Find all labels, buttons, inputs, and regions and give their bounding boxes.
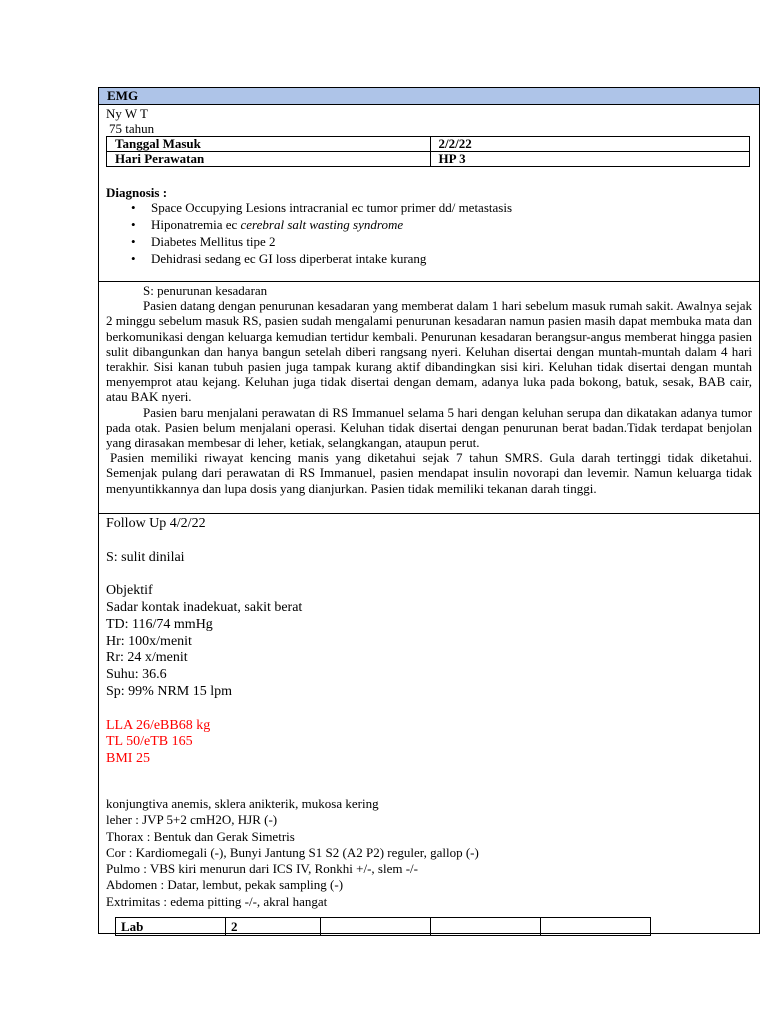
- admission-date-label: Tanggal Masuk: [107, 137, 431, 152]
- patient-age: 75 tahun: [109, 121, 155, 136]
- patient-name: Ny W T: [106, 106, 148, 121]
- care-day-value: HP 3: [430, 152, 749, 167]
- vital-line: Hr: 100x/menit: [106, 633, 192, 649]
- anamnesis-section: [106, 283, 752, 496]
- medical-record-sheet: [98, 87, 760, 934]
- admission-date-value: 2/2/22: [430, 137, 749, 152]
- diagnosis-text: Dehidrasi sedang ec GI loss diperberat intake kurang: [151, 251, 427, 266]
- vital-line: Sp: 99% NRM 15 lpm: [106, 683, 233, 699]
- diagnosis-text: Diabetes Mellitus tipe 2: [151, 234, 276, 249]
- subjective-title: S: penurunan kesadaran: [143, 283, 268, 298]
- care-day-label: Hari Perawatan: [107, 152, 431, 167]
- lab-cell: 2: [226, 918, 321, 936]
- lab-cell: [431, 918, 541, 936]
- follow-up-title: Follow Up 4/2/22: [106, 516, 206, 531]
- table-row: [107, 137, 750, 152]
- lab-cell: [541, 918, 651, 936]
- exam-line: Extrimitas : edema pitting -/-, akral hangat: [106, 893, 328, 909]
- diagnosis-text: Space Occupying Lesions intracranial ec tumor primer dd/ metastasis: [151, 200, 512, 215]
- exam-line: Thorax : Bentuk dan Gerak Simetris: [106, 828, 295, 844]
- diagnosis-text: Hiponatremia ec: [151, 217, 241, 232]
- vital-line: Sadar kontak inadekuat, sakit berat: [106, 599, 303, 615]
- lab-table: [115, 917, 651, 936]
- list-item: [106, 250, 512, 267]
- lab-cell: Lab: [116, 918, 226, 936]
- follow-up-section: [106, 516, 302, 768]
- divider: [99, 513, 759, 514]
- exam-line: leher : JVP 5+2 cmH2O, HJR (-): [106, 812, 278, 828]
- table-row: [107, 152, 750, 167]
- vital-line: Rr: 24 x/menit: [106, 650, 188, 666]
- list-item: [106, 199, 512, 216]
- anthropometry-line: BMI 25: [106, 751, 150, 767]
- exam-line: Abdomen : Datar, lembut, pekak sampling (-): [106, 877, 344, 893]
- anthropometry-line: TL 50/eTB 165: [106, 734, 193, 750]
- anamnesis-paragraph: Pasien baru menjalani perawatan di RS Immanuel selama 5 hari dengan keluhan serupa dan dikatakan adanya tumor pada otak. Pasien belum menjalani operasi. Keluhan tidak disertai dengan penurunan berat badan.Tidak terdapat benjolan yang dirasakan membesar di leher, ketiak, selangkangan, ataupun perut.: [106, 404, 752, 451]
- list-item: [106, 216, 512, 233]
- vital-line: Suhu: 36.6: [106, 667, 167, 683]
- table-row: [116, 918, 651, 936]
- admission-info-table: [106, 136, 750, 167]
- exam-line: konjungtiva anemis, sklera anikterik, mukosa kering: [106, 796, 379, 811]
- diagnosis-list: [106, 199, 512, 267]
- vital-line: TD: 116/74 mmHg: [106, 616, 213, 632]
- lab-cell: [321, 918, 431, 936]
- follow-up-subjective: S: sulit dinilai: [106, 549, 185, 565]
- section-header: EMG: [99, 88, 759, 105]
- exam-line: Pulmo : VBS kiri menurun dari ICS IV, Ronkhi +/-, slem -/-: [106, 861, 418, 877]
- diagnosis-title: Diagnosis :: [106, 185, 168, 200]
- divider: [99, 281, 759, 282]
- diagnosis-emphasis: cerebral salt wasting syndrome: [240, 217, 404, 232]
- anamnesis-paragraph: Pasien memiliki riwayat kencing manis yang diketahui sejak 7 tahun SMRS. Gula darah tertinggi tidak diketahui. Semenjak pulang dari perawatan di RS Immanuel, pasien mendapat insulin novorapi dan levemir. Namun keluarga tidak menyuntikkannya dan lupa dosis yang dianjurkan. Pasien tidak memiliki tekanan darah tinggi.: [106, 450, 752, 496]
- anthropometry-line: LLA 26/eBB68 kg: [106, 717, 211, 733]
- objective-title: Objektif: [106, 583, 153, 599]
- physical-exam: [106, 796, 479, 910]
- anamnesis-paragraph: Pasien datang dengan penurunan kesadaran yang memberat dalam 1 hari sebelum masuk rumah sakit. Awalnya sejak 2 minggu sebelum masuk RS, pasien sudah mengalami penurunan kesadaran namun pasien masih dapat membuka mata dan berkomunikasi dengan keluarga kemudian tertidur kembali. Penurunan kesadaran berangsur-angus memberat hingga pasien sulit dibangunkan dan hanya bangun setelah diberi rangsang nyeri. Keluhan disertai dengan muntah-muntah dalam 4 hari terakhir. Sisi kanan tubuh pasien juga tampak kurang aktif dibandingkan sisi kiri. Keluhan tidak disertai dengan muntah menyemprot atau kejang. Keluhan juga tidak disertai dengan demam, adanya luka pada bokong, batuk, sesak, BAB cair, atau BAK nyeri.: [106, 298, 752, 405]
- exam-line: Cor : Kardiomegali (-), Bunyi Jantung S1 S2 (A2 P2) reguler, gallop (-): [106, 844, 479, 860]
- list-item: [106, 233, 512, 250]
